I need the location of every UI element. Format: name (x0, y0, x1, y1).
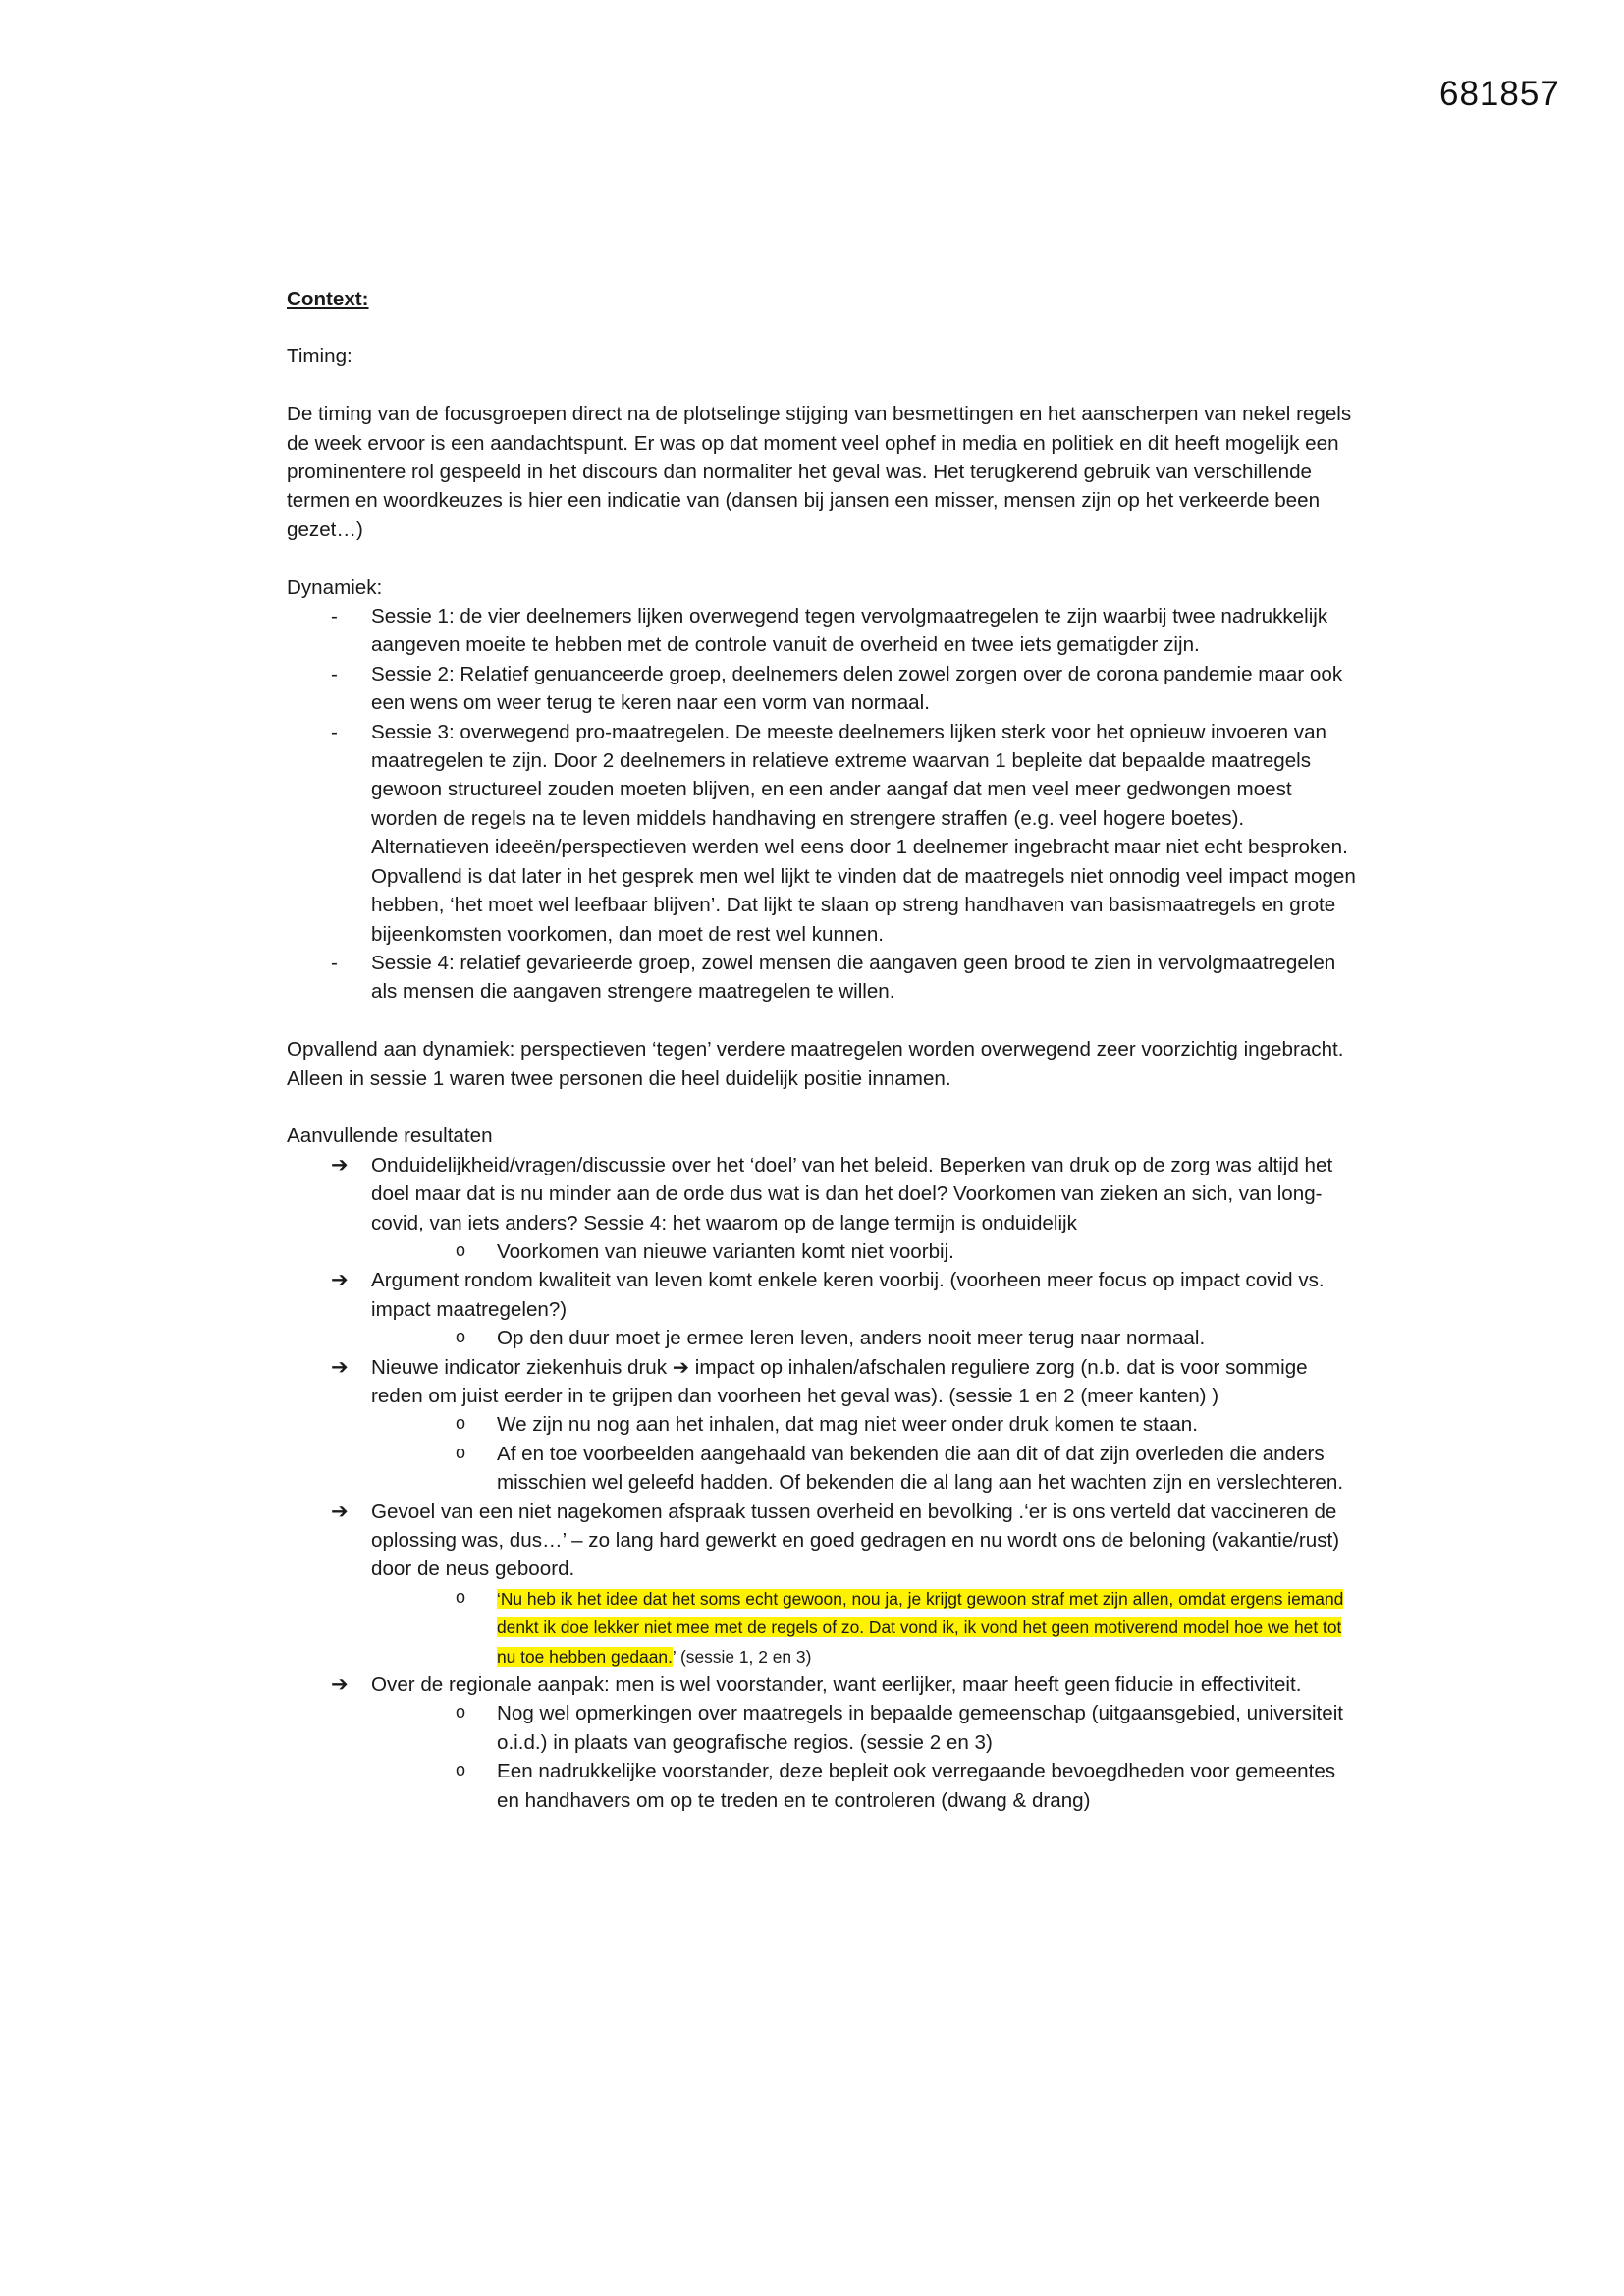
list-item (287, 1266, 1357, 1352)
aanvullend-heading: Aanvullende resultaten (287, 1124, 493, 1148)
dynamiek-list (287, 602, 1357, 1007)
list-item: - Sessie 2: Relatief genuanceerde groep, deelnemers delen zowel zorgen over de corona pandemie maar ook een wens om weer terug te keren naar een vorm van normaal. (287, 660, 1357, 718)
aanvullend-list (287, 1151, 1357, 1815)
arrow-icon: ➔ (331, 1355, 349, 1379)
list-item (287, 1498, 1357, 1670)
list-item (287, 1670, 1357, 1815)
dynamiek-heading: Dynamiek: (287, 575, 383, 599)
result-text: Argument rondom kwaliteit van leven komt enkele keren voorbij. (voorheen meer focus op impact covid vs. impact maatregelen?) (371, 1269, 1325, 1321)
arrow-icon: ➔ (331, 1673, 349, 1697)
result-text: Nieuwe indicator ziekenhuis druk (371, 1355, 673, 1379)
result-text: impact op inhalen/afschalen reguliere zorg (n.b. dat is voor sommige reden om juist eerder in te grijpen dan voorheen het geval was). (sessie 1 en 2 (meer kanten) ) (371, 1355, 1308, 1407)
sub-list (371, 1584, 1357, 1670)
list-item: - Sessie 4: relatief gevarieerde groep, zowel mensen die aangaven geen brood te zien in vervolgmaatregelen als mensen die aangaven strengere maatregelen te willen. (287, 949, 1357, 1007)
list-item: - Sessie 3: overwegend pro-maatregelen. De meeste deelnemers lijken sterk voor het opnieuw invoeren van maatregelen te zijn. Door 2 deelnemers in relatieve extreme waarvan 1 bepleite dat bepaalde maatregels gewoon structureel zouden moeten blijven, en een ander aangaf dat men veel meer gedwongen moest worden de regels na te leven middels handhaving en strengere straffen (e.g. veel hogere boetes). Alternatieven ideeën/perspectieven werden wel eens door 1 deelnemer ingebracht maar niet echt besproken. Opvallend is dat later in het gesprek men wel lijkt te vinden dat de maatregels niet onnodig veel impact mogen hebben, ‘het moet wel leefbaar blijven’. Dat lijkt te slaan op streng handhaven van basismaatregels en grote bijeenkomsten voorkomen, dan moet de rest wel kunnen. (287, 718, 1357, 949)
quote-source: ’ (sessie 1, 2 en 3) (672, 1646, 812, 1667)
result-text: Over de regionale aanpak: men is wel voorstander, want eerlijker, maar heeft geen fiducie in effectiviteit. (371, 1673, 1302, 1697)
sub-item (287, 1584, 1357, 1670)
result-text: Gevoel van een niet nagekomen afspraak tussen overheid en bevolking .‘er is ons verteld dat vaccineren de oplossing was, dus…’ – zo lang hard gewerkt en goed gedragen en nu wordt ons de beloning (vakantie/rust) door de neus geboord. (371, 1500, 1340, 1581)
sub-item: o Een nadrukkelijke voorstander, deze bepleit ook verregaande bevoegdheden voor gemeentes en handhavers om op te treden en te controleren (dwang & drang) (287, 1757, 1357, 1815)
sub-list (371, 1324, 1357, 1352)
sub-list (371, 1237, 1357, 1266)
opvallend-paragraph: Opvallend aan dynamiek: perspectieven ‘tegen’ verdere maatregelen worden overwegend zeer voorzichtig ingebracht. Alleen in sessie 1 waren twee personen die heel duidelijk positie innamen. (287, 1038, 1344, 1090)
list-item (287, 1353, 1357, 1498)
highlighted-quote: ‘Nu heb ik het idee dat het soms echt gewoon, nou ja, je krijgt gewoon straf met zijn allen, omdat ergens iemand denkt ik doe lekker niet mee met de regels of zo. Dat vond ik, ik vond het geen motiverend model hoe we het tot nu toe hebben gedaan. (497, 1588, 1344, 1667)
result-text: Onduidelijkheid/vragen/discussie over het ‘doel’ van het beleid. Beperken van druk op de zorg was altijd het doel maar dat is nu minder aan de orde dus wat is dan het doel? Voorkomen van zieken an sich, van long-covid, van iets anders? Sessie 4: het waarom op de lange termijn is onduidelijk (371, 1153, 1333, 1234)
arrow-icon: ➔ (331, 1500, 349, 1523)
arrow-icon: ➔ (331, 1269, 349, 1292)
arrow-icon: ➔ (672, 1355, 690, 1379)
sub-item: o Op den duur moet je ermee leren leven, anders nooit meer terug naar normaal. (287, 1324, 1357, 1352)
timing-paragraph: De timing van de focusgroepen direct na de plotselinge stijging van besmettingen en het aanscherpen van nekel regels de week ervoor is een aandachtspunt. Er was op dat moment veel ophef in media en politiek en dit heeft mogelijk een prominentere rol gespeeld in het discours dan normaliter het geval was. Het terugkerend gebruik van verschillende termen en woordkeuzes is hier een indicatie van (dansen bij jansen een misser, mensen zijn op het verkeerde been gezet…) (287, 403, 1352, 541)
sub-item: o Voorkomen van nieuwe varianten komt niet voorbij. (287, 1237, 1357, 1266)
sub-item: o Nog wel opmerkingen over maatregels in bepaalde gemeenschap (uitgaansgebied, universiteit o.i.d.) in plaats van geografische regios. (sessie 2 en 3) (287, 1699, 1357, 1757)
arrow-icon: ➔ (331, 1153, 349, 1176)
sub-list (371, 1410, 1357, 1497)
timing-heading: Timing: (287, 345, 352, 368)
list-item: - Sessie 1: de vier deelnemers lijken overwegend tegen vervolgmaatregelen te zijn waarbij twee nadrukkelijk aangeven moeite te hebben met de controle vanuit de overheid en twee iets gematigder zijn. (287, 602, 1357, 660)
sub-item: o Af en toe voorbeelden aangehaald van bekenden die aan dit of dat zijn overleden die anders misschien wel geleefd hadden. Of bekenden die al lang aan het wachten zijn en verslechteren. (287, 1440, 1357, 1498)
sub-list (371, 1699, 1357, 1815)
list-item (287, 1151, 1357, 1267)
context-heading: Context: (287, 288, 369, 310)
sub-item: o We zijn nu nog aan het inhalen, dat mag niet weer onder druk komen te staan. (287, 1410, 1357, 1439)
document-body (287, 285, 1357, 1815)
document-number: 681857 (1439, 75, 1560, 113)
